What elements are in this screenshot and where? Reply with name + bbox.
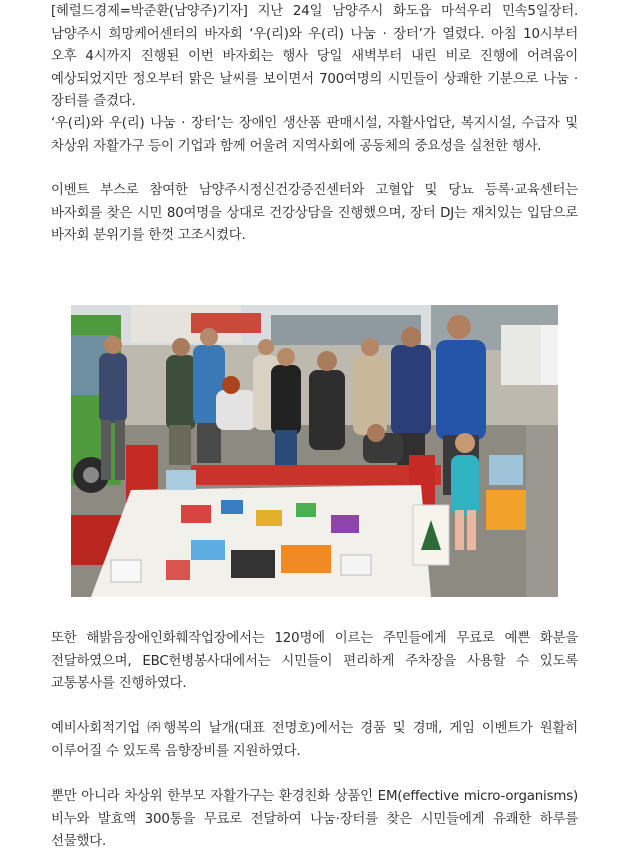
article-paragraph-3: 이벤트 부스로 참여한 남양주시정신건강증진센터와 고혈압 및 당뇨 등록·교육센터는 바자회를 찾은 시민 80여명을 상대로 건강상담을 진행했으며, 장터 DJ는 재치있는 입담으로 바자회 분위기를 한껏 고조시켰다.	[51, 183, 578, 244]
article-paragraph-2: ‘우(리)와 우(리) 나눔 · 장터’는 장애인 생산품 판매시설, 자활사업단, 복지시설, 수급자 및 차상위 자활가구 등이 기업과 함께 어울려 지역사회에 공동체의 중요성을 실천한 행사.	[51, 116, 578, 154]
article-paragraph-4: 또한 해밝음장애인화훼작업장에서는 120명에 이르는 주민들에게 무료로 예쁜 화분을 전달하였으며, EBC헌병봉사대에서는 시민들이 편리하게 주차장을 사용할 수 있도록 교통봉사를 진행하였다.	[51, 631, 578, 692]
article-paragraph-1: [헤럴드경제=박준환(남양주)기자] 지난 24일 남양주시 화도읍 마석우리 민속5일장터. 남양주시 희망케어센터의 바자회 ‘우(리)와 우(리) 나눔 · 장터’가 열렸다. 아침 10시부터 오후 4시까지 진행된 이번 바자회는 행사 당일 새벽부터 내린 비로 진행에 어려움이 예상되었지만 정오부터 맑은 날씨를 보이면서 700여명의 시민들이 상쾌한 기분으로 나눔 · 장터를 즐겼다.	[51, 4, 578, 110]
bazaar-photo	[71, 305, 558, 597]
bazaar-photo-illustration	[71, 305, 558, 597]
article-paragraph-5: 예비사회적기업 ㈜행복의 날개(대표 전명호)에서는 경품 및 경매, 게임 이벤트가 원활히 이루어질 수 있도록 음향장비를 지원하였다.	[51, 721, 578, 759]
article-paragraph-6: 뿐만 아니라 차상위 한부모 자활가구는 환경친화 상품인 EM(effective micro-organisms) 비누와 발효액 300통을 무료로 전달하여 나눔·장터를 찾은 시민들에게 유쾌한 하루를 선물했다.	[51, 789, 578, 850]
